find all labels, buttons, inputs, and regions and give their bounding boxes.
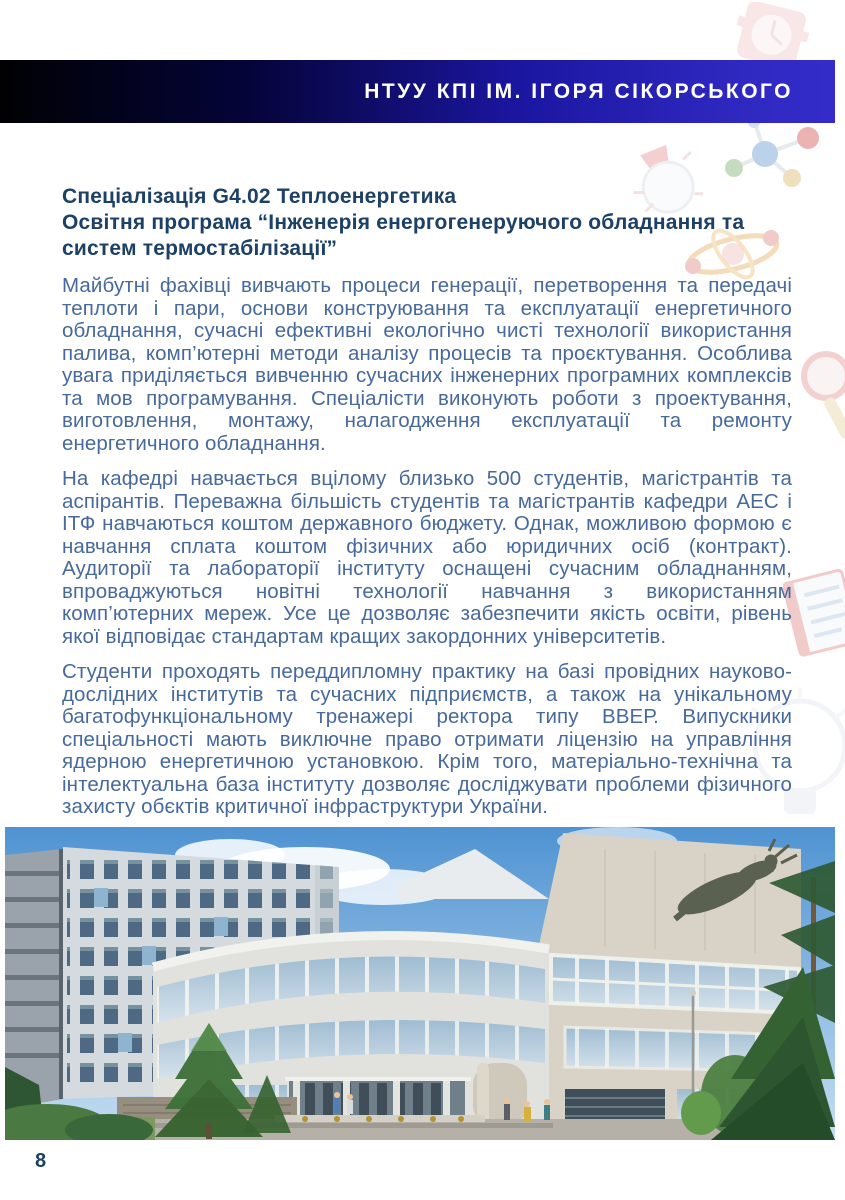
specialization-title: Спеціалізація G4.02 Теплоенергетика	[62, 185, 457, 208]
page-number: 8	[35, 1150, 47, 1172]
campus-building-illustration	[5, 827, 835, 1140]
program-title: Освітня програма “Інженерія енергогенеруючого обладнання та систем термостабілізації”	[62, 211, 745, 260]
page-content	[62, 184, 792, 819]
notebook-icon	[783, 568, 845, 658]
paragraph-practice: Студенти проходять переддипломну практику на базі провідних науково-дослідних інститутів та сучасних підприємств, а також на унікальному багатофункціональному тренажері ректора типу ВВЕР. Випускники спеціальності мають виключне право отримати ліцензію на управління ядерною енергетичною установкою. Крім того, матеріально-технічна та інтелектуальна база інституту дозволяє досліджувати проблеми фізичного захисту обєктів критичної інфраструктури України.	[62, 660, 792, 818]
campus-photo	[5, 827, 835, 1140]
university-title: НТУУ КПІ ІМ. ІГОРЯ СІКОРСЬКОГО	[364, 79, 793, 103]
paragraph-students: На кафедрі навчається вцілому близько 500 студентів, магістрантів та аспірантів. Переважна більшість студентів та магістрантів кафедри АЕС і ІТФ навчаються коштом державного бюджету. Однак, можливою формою є навчання сплата коштом фізичних або юридичних осіб (контракт). Аудиторії та лабораторії інституту оснащені сучасним обладнанням, впроваджуються новітні технології навчання з використанням комп’ютерних мереж. Усе це дозволяє забезпечити якість освіти, рівень якої відповідає стандартам кращих закордонних університетів.	[62, 467, 792, 648]
paragraph-overview: Майбутні фахівці вивчають процеси генерації, перетворення та передачі теплоти і пари, основи конструювання та експлуатації енергетичного обладнання, сучасні ефективні екологічно чисті технології використання палива, комп’ютерні методи аналізу процесів та проєктування. Особлива увага приділяється вивченню сучасних інженерних програмних комплексів та мов програмування. Спеціалісти виконують роботи з проектування, виготовлення, монтажу, налагодження експлуатації та ремонту енергетичного обладнання.	[62, 274, 792, 455]
magnifier-icon	[798, 350, 845, 450]
molecule-icon	[720, 116, 835, 191]
header-band	[0, 60, 835, 123]
